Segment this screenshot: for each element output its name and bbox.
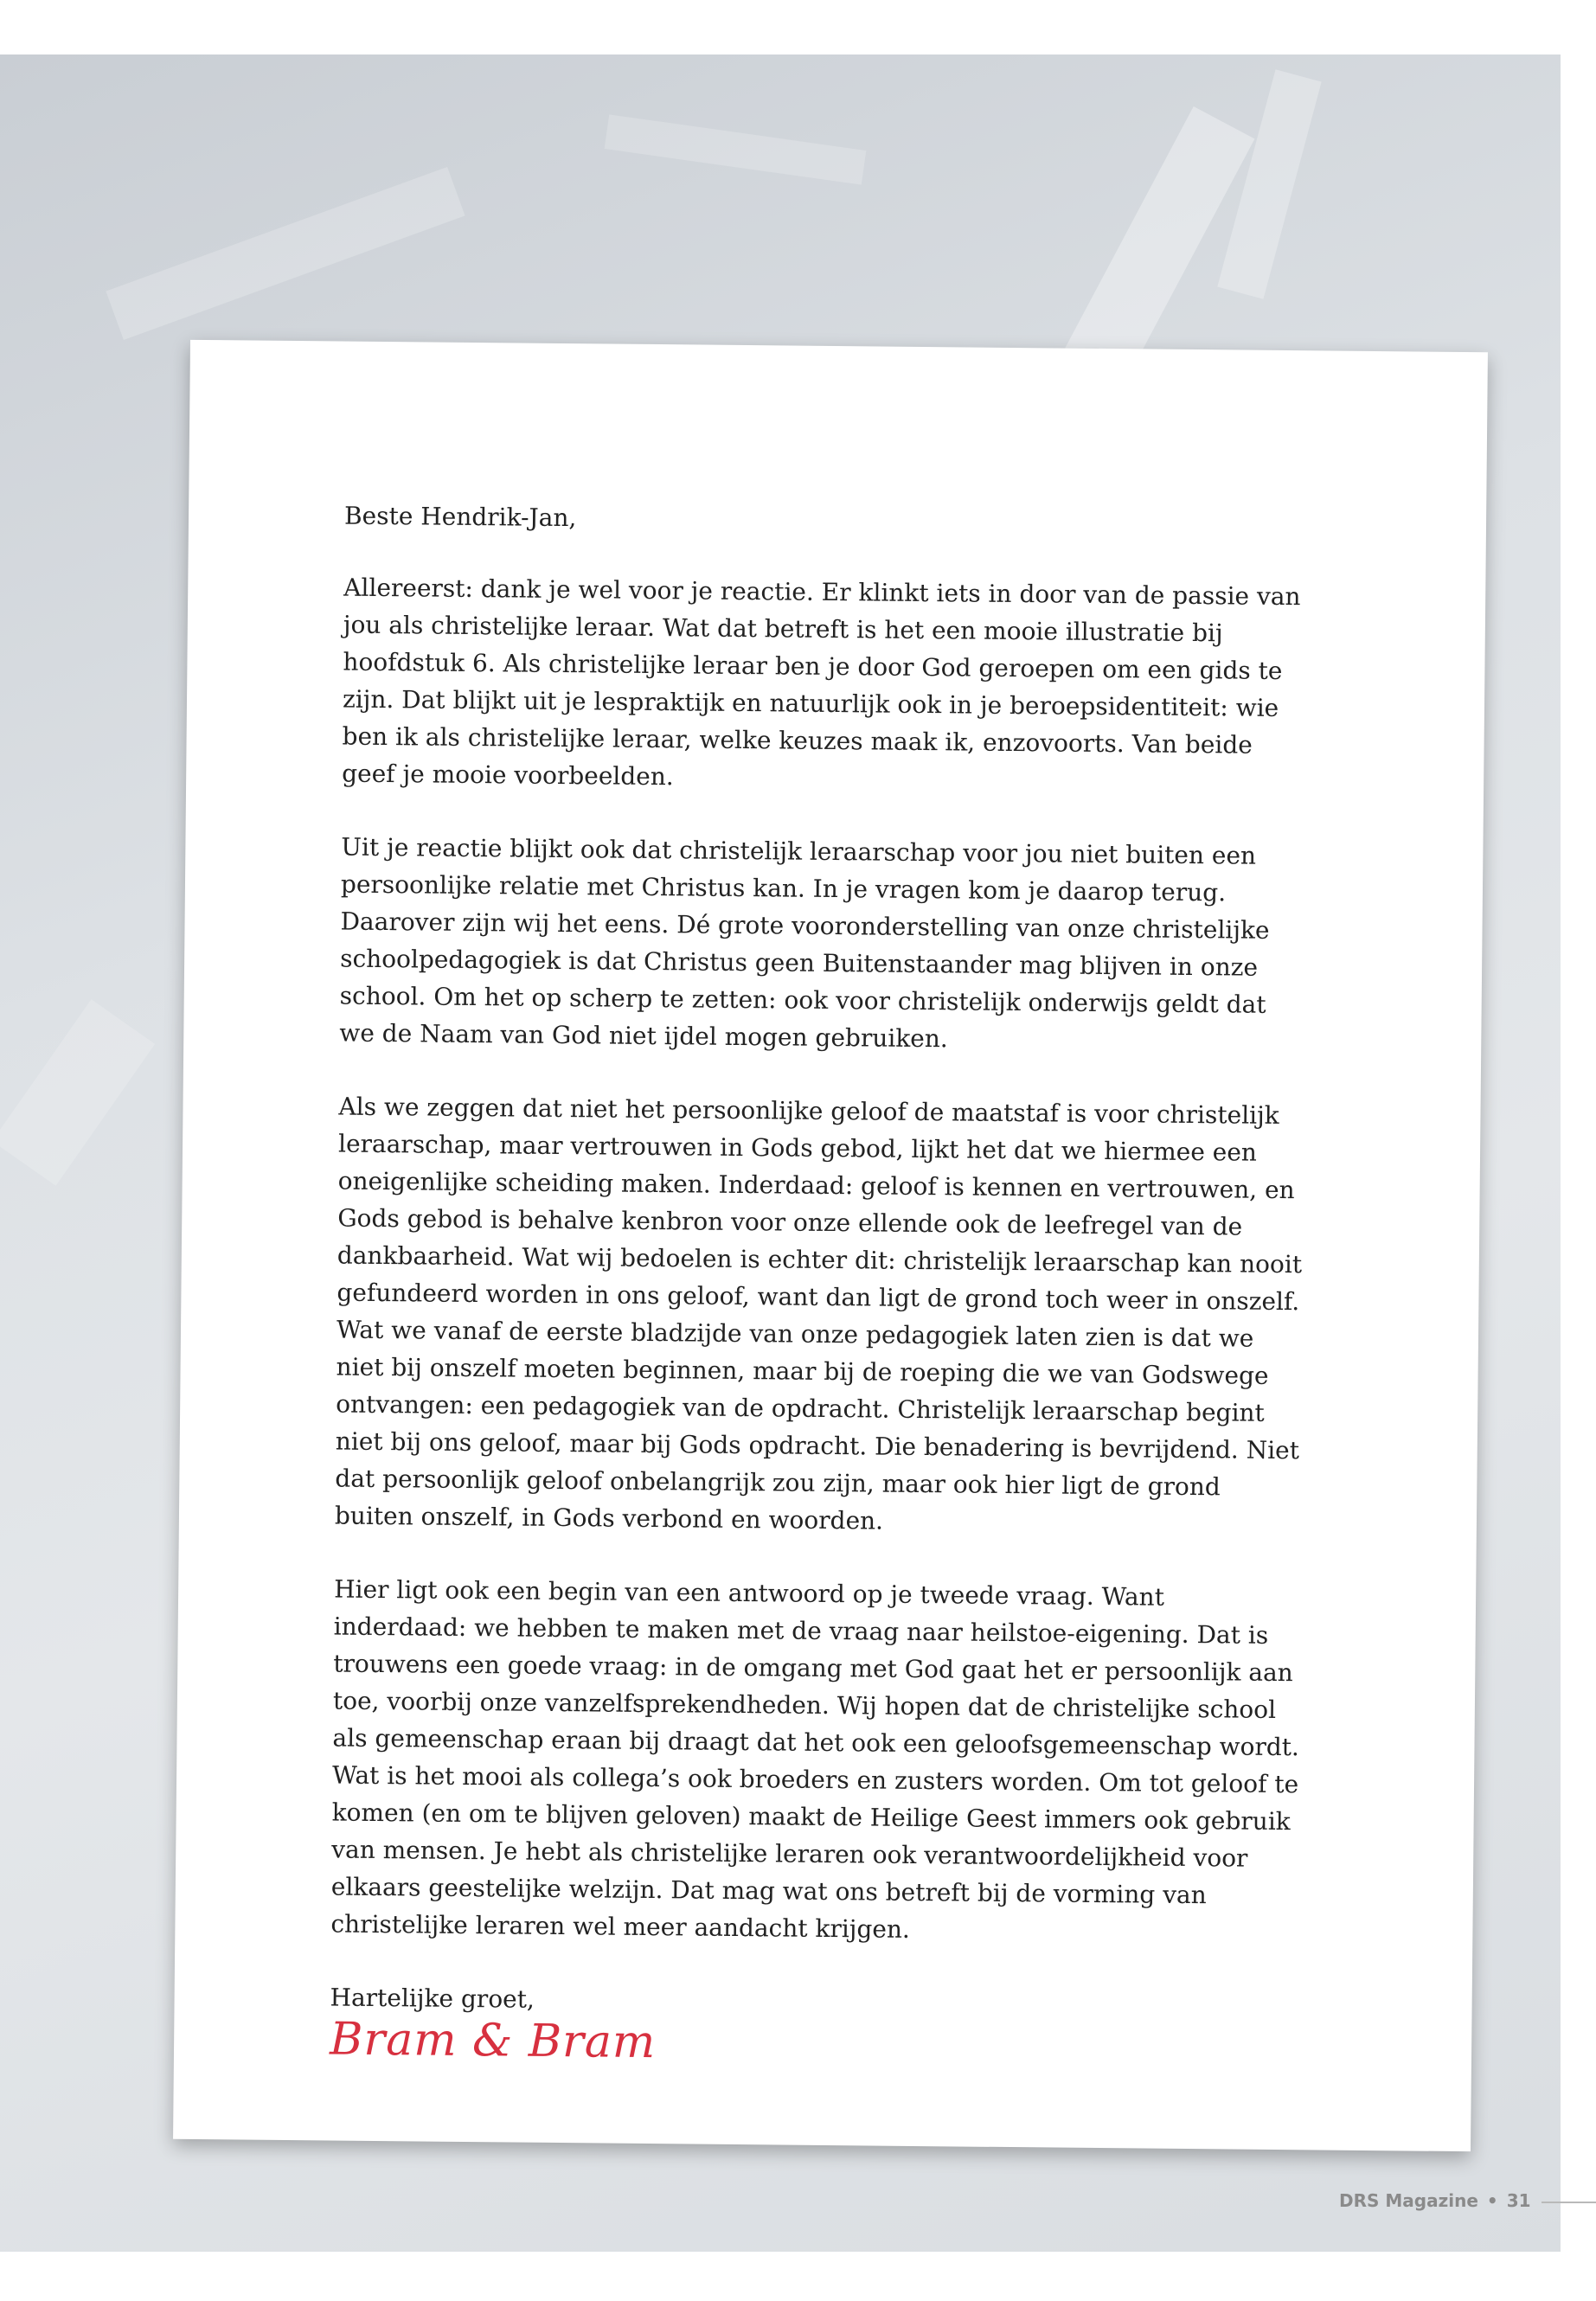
page-number: 31 <box>1506 2190 1531 2211</box>
background-streak <box>1064 106 1255 383</box>
background-streak <box>605 114 867 184</box>
magazine-name: DRS Magazine <box>1339 2190 1478 2211</box>
page-footer <box>1339 2190 1555 2216</box>
letter-closing: Hartelijke groet, <box>330 1983 535 2014</box>
letter-paragraph: Uit je reactie blijkt ook dat christelijk leraarschap voor jou niet buiten een persoonlijke relatie met Christus kan. In je vragen kom je daarop terug. Daarover zijn wij het eens. Dé grote vooronderstelling van onze christelijke schoolpedagogiek is dat Christus geen Buitenstaander mag blijven in onze school. Om het op scherp te zetten: ook voor christelijk onderwijs geldt dat we de Naam van God niet ijdel mogen gebruiken. <box>339 832 1270 1054</box>
handwritten-signature: Bram & Bram <box>329 2013 657 2069</box>
footer-rule <box>1542 2202 1596 2203</box>
letter-salutation: Beste Hendrik-Jan, <box>343 501 577 533</box>
letter-paragraph: Als we zeggen dat niet het persoonlijke geloof de maatstaf is voor christelijk leraarschap, maar vertrouwen in Gods gebod, lijkt het dat we hiermee een oneigenlijke scheiding maken. Inderdaad: geloof is kennen en vertrouwen, en Gods gebod is behalve kenbron voor onze ellende ook de leefregel van de dankbaarheid. Wat wij bedoelen is echter dit: christelijk leraarschap kan nooit gefundeerd worden in ons geloof, want dan ligt de grond toch weer in onszelf. Wat we vanaf de eerste bladzijde van onze pedagogiek laten zien is dat we niet bij onszelf moeten beginnen, maar bij de roeping die we van Godswege ontvangen: een pedagogiek van de opdracht. Christelijk leraarschap begint niet bij ons geloof, maar bij Gods opdracht. Die benadering is bevrijdend. Niet dat persoonlijk geloof onbelangrijk zou zijn, maar ook hier ligt de grond buiten onszelf, in Gods verbond en woorden. <box>334 1092 1303 1535</box>
background-streak <box>1217 69 1321 298</box>
letter-body <box>330 497 1313 2068</box>
letter-sheet <box>173 340 1488 2151</box>
background-streak <box>0 999 155 1185</box>
background-streak <box>106 167 465 340</box>
letter-paragraph: Allereerst: dank je wel voor je reactie. Er klinkt iets in door van de passie van jou als christelijke leraar. Wat dat betreft is het een mooie illustratie bij hoofdstuk 6. Als christelijke leraar ben je door God geroepen om een gids te zijn. Dat blijkt uit je lespraktijk en natuurlijk ook in je beroepsidentiteit: wie ben ik als christelijke leraar, welke keuzes maak ik, enzovoorts. Van beide geef je mooie voorbeelden. <box>342 573 1301 792</box>
letter-paragraph: Hier ligt ook een begin van een antwoord op je tweede vraag. Want inderdaad: we hebben te maken met de vraag naar heilstoe-eigening. Dat is trouwens een goede vraag: in de omgang met God gaat het er persoonlijk aan toe, voorbij onze vanzelfsprekendheden. Wij hopen dat de christelijke school als gemeenschap eraan bij draagt dat het ook een geloofsgemeenschap wordt. Wat is het mooi als collega’s ook broeders en zusters worden. Om tot geloof te komen (en om te blijven geloven) maakt de Heilige Geest immers ook gebruik van mensen. Je hebt als christelijke leraren ook verantwoordelijkheid voor elkaars geestelijke welzijn. Dat mag wat ons betreft bij de vorming van christelijke leraren wel meer aandacht krijgen. <box>330 1574 1300 1944</box>
footer-separator: • <box>1486 2190 1498 2211</box>
